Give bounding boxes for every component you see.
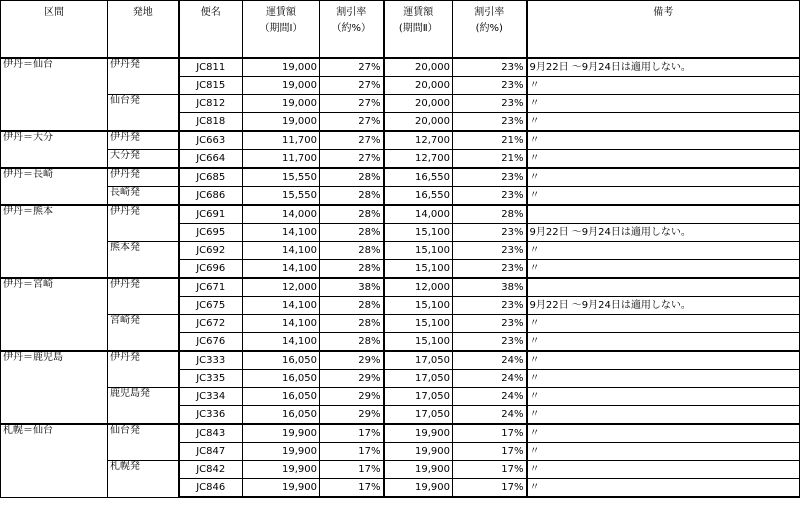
remarks-cell: 〃 bbox=[527, 150, 800, 169]
flight-cell: JC846 bbox=[179, 479, 243, 498]
section-cell: 伊丹＝熊本 bbox=[1, 205, 108, 278]
header-line: 割引率 bbox=[336, 7, 367, 18]
remarks-cell bbox=[527, 205, 800, 224]
origin-cell: 伊丹発 bbox=[108, 351, 179, 388]
col-header-discount2 bbox=[453, 1, 527, 59]
discount1-cell: 27% bbox=[320, 95, 384, 113]
discount2-cell: 21% bbox=[453, 131, 527, 150]
section-cell: 札幌＝仙台 bbox=[1, 424, 108, 497]
discount2-cell: 17% bbox=[453, 424, 527, 443]
discount1-cell: 28% bbox=[320, 297, 384, 315]
discount2-cell: 24% bbox=[453, 388, 527, 406]
discount1-cell: 28% bbox=[320, 224, 384, 242]
origin-cell: 伊丹発 bbox=[108, 278, 179, 315]
section-cell: 伊丹＝鹿児島 bbox=[1, 351, 108, 424]
flight-cell: JC676 bbox=[179, 333, 243, 352]
fare-table-body bbox=[1, 58, 800, 497]
fare-period1-cell: 15,550 bbox=[243, 168, 320, 187]
table-row bbox=[1, 278, 800, 297]
flight-cell: JC812 bbox=[179, 95, 243, 113]
fare-period2-cell: 17,050 bbox=[384, 370, 453, 388]
remarks-cell bbox=[527, 278, 800, 297]
discount1-cell: 29% bbox=[320, 388, 384, 406]
discount2-cell: 23% bbox=[453, 95, 527, 113]
origin-cell: 伊丹発 bbox=[108, 168, 179, 187]
fare-period2-cell: 16,550 bbox=[384, 187, 453, 206]
discount1-cell: 27% bbox=[320, 113, 384, 132]
origin-cell: 熊本発 bbox=[108, 242, 179, 279]
flight-cell: JC686 bbox=[179, 187, 243, 206]
flight-cell: JC692 bbox=[179, 242, 243, 260]
discount1-cell: 29% bbox=[320, 370, 384, 388]
header-line: 運賃額 bbox=[266, 7, 296, 18]
fare-period1-cell: 14,100 bbox=[243, 260, 320, 279]
origin-cell: 伊丹発 bbox=[108, 205, 179, 242]
table-row bbox=[1, 58, 800, 77]
fare-period2-cell: 12,700 bbox=[384, 131, 453, 150]
remarks-cell: 〃 bbox=[527, 168, 800, 187]
discount2-cell: 23% bbox=[453, 242, 527, 260]
discount1-cell: 27% bbox=[320, 58, 384, 77]
origin-cell: 伊丹発 bbox=[108, 58, 179, 95]
table-row bbox=[1, 168, 800, 187]
table-row bbox=[1, 205, 800, 224]
remarks-cell: 9月22日 ～9月24日は適用しない。 bbox=[527, 297, 800, 315]
discount2-cell: 23% bbox=[453, 58, 527, 77]
fare-period1-cell: 19,000 bbox=[243, 113, 320, 132]
discount1-cell: 38% bbox=[320, 278, 384, 297]
col-header-remarks: 備考 bbox=[527, 1, 800, 59]
discount1-cell: 27% bbox=[320, 77, 384, 95]
fare-period1-cell: 19,000 bbox=[243, 77, 320, 95]
fare-period1-cell: 19,900 bbox=[243, 443, 320, 461]
fare-period1-cell: 14,100 bbox=[243, 315, 320, 333]
origin-cell: 大分発 bbox=[108, 150, 179, 169]
section-cell: 伊丹＝宮崎 bbox=[1, 278, 108, 351]
discount1-cell: 27% bbox=[320, 131, 384, 150]
discount2-cell: 23% bbox=[453, 224, 527, 242]
remarks-cell: 〃 bbox=[527, 187, 800, 206]
fare-period2-cell: 20,000 bbox=[384, 58, 453, 77]
flight-cell: JC335 bbox=[179, 370, 243, 388]
fare-period2-cell: 15,100 bbox=[384, 333, 453, 352]
flight-cell: JC811 bbox=[179, 58, 243, 77]
discount1-cell: 17% bbox=[320, 461, 384, 479]
discount2-cell: 23% bbox=[453, 315, 527, 333]
fare-period2-cell: 19,900 bbox=[384, 461, 453, 479]
table-row bbox=[1, 388, 800, 406]
fare-period2-cell: 19,900 bbox=[384, 424, 453, 443]
remarks-cell: 〃 bbox=[527, 461, 800, 479]
fare-period1-cell: 12,000 bbox=[243, 278, 320, 297]
remarks-cell: 〃 bbox=[527, 406, 800, 425]
discount2-cell: 23% bbox=[453, 77, 527, 95]
col-header-fare-period2 bbox=[384, 1, 453, 59]
flight-cell: JC671 bbox=[179, 278, 243, 297]
table-row bbox=[1, 351, 800, 370]
fare-period2-cell: 17,050 bbox=[384, 388, 453, 406]
col-header-section: 区間 bbox=[1, 1, 108, 59]
fare-period1-cell: 14,100 bbox=[243, 297, 320, 315]
remarks-cell: 〃 bbox=[527, 315, 800, 333]
discount1-cell: 17% bbox=[320, 443, 384, 461]
fare-period1-cell: 19,900 bbox=[243, 479, 320, 498]
flight-cell: JC675 bbox=[179, 297, 243, 315]
fare-period2-cell: 15,100 bbox=[384, 315, 453, 333]
remarks-cell: 〃 bbox=[527, 113, 800, 132]
fare-period2-cell: 15,100 bbox=[384, 260, 453, 279]
fare-period2-cell: 20,000 bbox=[384, 113, 453, 132]
discount2-cell: 28% bbox=[453, 205, 527, 224]
section-cell: 伊丹＝大分 bbox=[1, 131, 108, 168]
fare-period1-cell: 14,100 bbox=[243, 242, 320, 260]
table-row bbox=[1, 461, 800, 479]
flight-cell: JC842 bbox=[179, 461, 243, 479]
header-row bbox=[1, 1, 800, 59]
discount2-cell: 17% bbox=[453, 461, 527, 479]
discount1-cell: 28% bbox=[320, 205, 384, 224]
table-row bbox=[1, 242, 800, 260]
fare-period2-cell: 20,000 bbox=[384, 95, 453, 113]
section-cell: 伊丹＝長崎 bbox=[1, 168, 108, 205]
remarks-cell: 〃 bbox=[527, 95, 800, 113]
fare-period2-cell: 12,000 bbox=[384, 278, 453, 297]
fare-period1-cell: 19,900 bbox=[243, 424, 320, 443]
discount2-cell: 24% bbox=[453, 351, 527, 370]
table-row bbox=[1, 315, 800, 333]
table-row bbox=[1, 187, 800, 206]
fare-period2-cell: 15,100 bbox=[384, 297, 453, 315]
header-line: （約%） bbox=[331, 23, 371, 34]
flight-cell: JC664 bbox=[179, 150, 243, 169]
fare-period2-cell: 19,900 bbox=[384, 443, 453, 461]
remarks-cell: 〃 bbox=[527, 77, 800, 95]
remarks-cell: 〃 bbox=[527, 351, 800, 370]
fare-period1-cell: 16,050 bbox=[243, 351, 320, 370]
section-cell: 伊丹＝仙台 bbox=[1, 58, 108, 131]
fare-period1-cell: 16,050 bbox=[243, 388, 320, 406]
discount1-cell: 28% bbox=[320, 187, 384, 206]
remarks-cell: 〃 bbox=[527, 424, 800, 443]
remarks-cell: 9月22日 ～9月24日は適用しない。 bbox=[527, 58, 800, 77]
origin-cell: 鹿児島発 bbox=[108, 388, 179, 425]
flight-cell: JC685 bbox=[179, 168, 243, 187]
flight-cell: JC336 bbox=[179, 406, 243, 425]
remarks-cell: 〃 bbox=[527, 370, 800, 388]
remarks-cell: 〃 bbox=[527, 443, 800, 461]
origin-cell: 仙台発 bbox=[108, 424, 179, 461]
discount1-cell: 29% bbox=[320, 351, 384, 370]
discount2-cell: 38% bbox=[453, 278, 527, 297]
fare-period1-cell: 19,900 bbox=[243, 461, 320, 479]
discount2-cell: 24% bbox=[453, 406, 527, 425]
fare-period2-cell: 15,100 bbox=[384, 224, 453, 242]
remarks-cell: 9月22日 ～9月24日は適用しない。 bbox=[527, 224, 800, 242]
origin-cell: 伊丹発 bbox=[108, 131, 179, 150]
discount1-cell: 17% bbox=[320, 479, 384, 498]
header-line: 割引率 bbox=[474, 7, 505, 18]
table-row bbox=[1, 131, 800, 150]
remarks-cell: 〃 bbox=[527, 242, 800, 260]
fare-period2-cell: 15,100 bbox=[384, 242, 453, 260]
origin-cell: 仙台発 bbox=[108, 95, 179, 132]
discount2-cell: 23% bbox=[453, 260, 527, 279]
fare-period2-cell: 20,000 bbox=[384, 77, 453, 95]
flight-cell: JC691 bbox=[179, 205, 243, 224]
flight-cell: JC815 bbox=[179, 77, 243, 95]
discount2-cell: 23% bbox=[453, 297, 527, 315]
fare-period1-cell: 14,100 bbox=[243, 224, 320, 242]
flight-cell: JC818 bbox=[179, 113, 243, 132]
fare-period2-cell: 17,050 bbox=[384, 351, 453, 370]
discount2-cell: 17% bbox=[453, 479, 527, 498]
discount1-cell: 28% bbox=[320, 260, 384, 279]
fare-period2-cell: 12,700 bbox=[384, 150, 453, 169]
remarks-cell: 〃 bbox=[527, 333, 800, 352]
discount2-cell: 21% bbox=[453, 150, 527, 169]
fare-period1-cell: 16,050 bbox=[243, 370, 320, 388]
fare-period1-cell: 14,000 bbox=[243, 205, 320, 224]
col-header-discount1 bbox=[320, 1, 384, 59]
discount1-cell: 17% bbox=[320, 424, 384, 443]
col-header-origin: 発地 bbox=[108, 1, 179, 59]
flight-cell: JC847 bbox=[179, 443, 243, 461]
flight-cell: JC843 bbox=[179, 424, 243, 443]
header-line: (期間Ⅱ） bbox=[398, 23, 438, 34]
fare-period1-cell: 19,000 bbox=[243, 95, 320, 113]
col-header-fare-period1 bbox=[243, 1, 320, 59]
flight-cell: JC334 bbox=[179, 388, 243, 406]
col-header-flight: 便名 bbox=[179, 1, 243, 59]
table-row bbox=[1, 424, 800, 443]
header-line: (約%) bbox=[475, 23, 503, 34]
discount2-cell: 17% bbox=[453, 443, 527, 461]
discount2-cell: 23% bbox=[453, 333, 527, 352]
table-row bbox=[1, 150, 800, 169]
fare-period1-cell: 16,050 bbox=[243, 406, 320, 425]
discount1-cell: 28% bbox=[320, 168, 384, 187]
flight-cell: JC696 bbox=[179, 260, 243, 279]
origin-cell: 札幌発 bbox=[108, 461, 179, 498]
header-line: （期間Ⅰ） bbox=[259, 23, 303, 34]
discount1-cell: 28% bbox=[320, 242, 384, 260]
discount2-cell: 24% bbox=[453, 370, 527, 388]
flight-cell: JC333 bbox=[179, 351, 243, 370]
table-row bbox=[1, 95, 800, 113]
discount1-cell: 29% bbox=[320, 406, 384, 425]
remarks-cell: 〃 bbox=[527, 260, 800, 279]
origin-cell: 宮崎発 bbox=[108, 315, 179, 352]
discount2-cell: 23% bbox=[453, 113, 527, 132]
origin-cell: 長崎発 bbox=[108, 187, 179, 206]
remarks-cell: 〃 bbox=[527, 388, 800, 406]
fare-period2-cell: 19,900 bbox=[384, 479, 453, 498]
discount2-cell: 23% bbox=[453, 187, 527, 206]
fare-period1-cell: 19,000 bbox=[243, 58, 320, 77]
discount1-cell: 27% bbox=[320, 150, 384, 169]
discount2-cell: 23% bbox=[453, 168, 527, 187]
fare-period1-cell: 11,700 bbox=[243, 150, 320, 169]
discount1-cell: 28% bbox=[320, 315, 384, 333]
remarks-cell: 〃 bbox=[527, 479, 800, 498]
fare-period1-cell: 11,700 bbox=[243, 131, 320, 150]
remarks-cell: 〃 bbox=[527, 131, 800, 150]
flight-cell: JC695 bbox=[179, 224, 243, 242]
discount1-cell: 28% bbox=[320, 333, 384, 352]
header-line: 運賃額 bbox=[403, 7, 434, 18]
flight-cell: JC663 bbox=[179, 131, 243, 150]
fare-period2-cell: 14,000 bbox=[384, 205, 453, 224]
fare-period1-cell: 14,100 bbox=[243, 333, 320, 352]
flight-cell: JC672 bbox=[179, 315, 243, 333]
fare-period2-cell: 17,050 bbox=[384, 406, 453, 425]
fare-period1-cell: 15,550 bbox=[243, 187, 320, 206]
fare-period2-cell: 16,550 bbox=[384, 168, 453, 187]
